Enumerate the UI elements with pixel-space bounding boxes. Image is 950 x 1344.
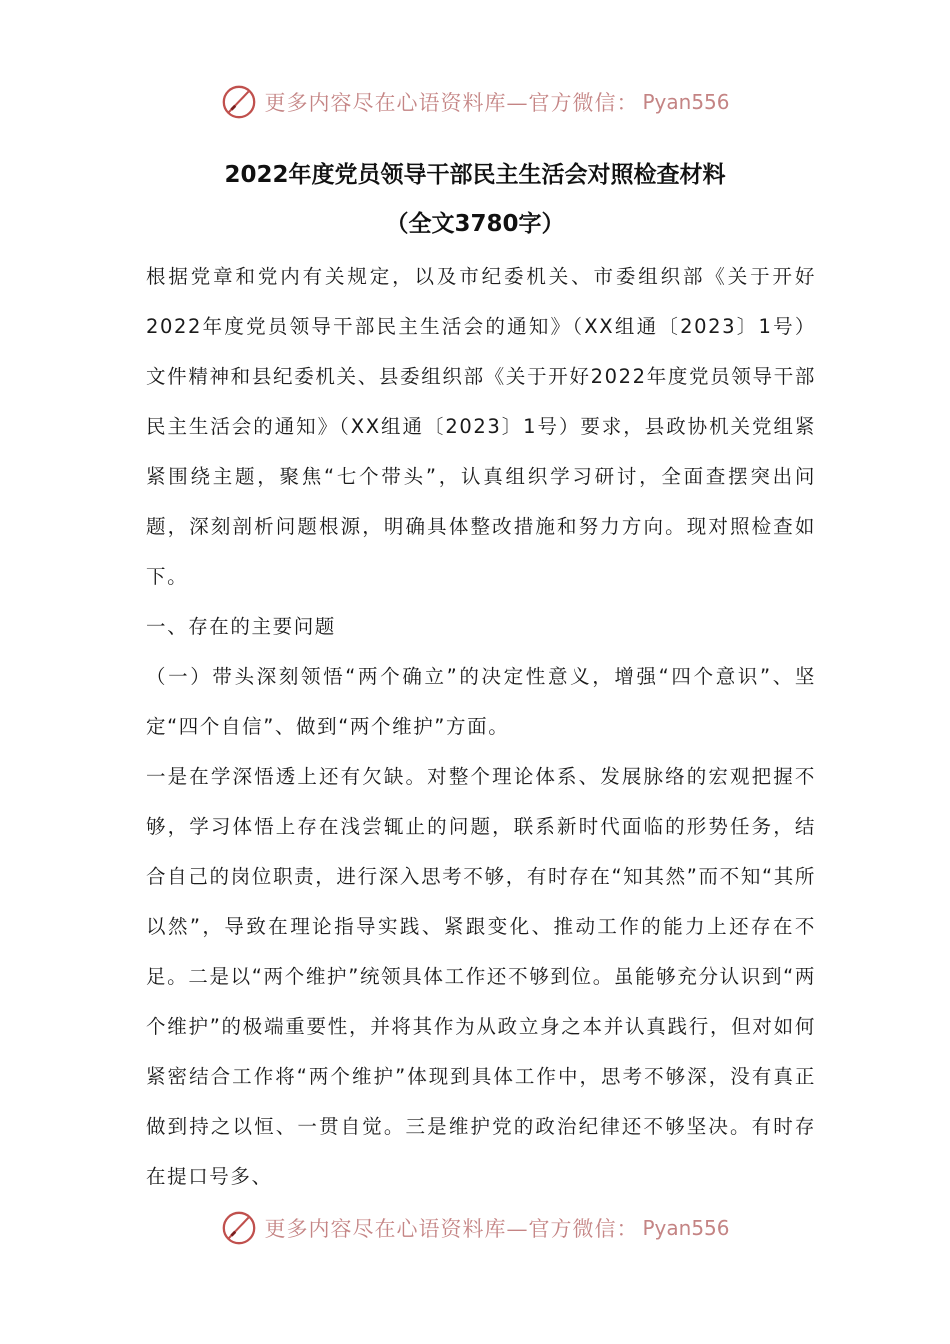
watermark-footer	[0, 1206, 950, 1250]
subsection-heading: （一）带头深刻领悟“两个确立”的决定性意义，增强“四个意识”、坚定“四个自信”、做到“两个维护”方面。	[146, 665, 816, 738]
document-title: 2022年度党员领导干部民主生活会对照检查材料	[224, 162, 726, 188]
watermark-handle: Pyan556	[642, 90, 730, 114]
watermark-header	[0, 80, 950, 124]
quill-logo-icon	[220, 1209, 258, 1247]
quill-logo-icon	[220, 83, 258, 121]
section-heading: 一、存在的主要问题	[146, 615, 336, 638]
paragraph-intro: 根据党章和党内有关规定，以及市纪委机关、市委组织部《关于开好2022年度党员领导干部民主生活会的通知》（XX组通〔2023〕1号）文件精神和县纪委机关、县委组织部《关于开好2022年度党员领导干部民主生活会的通知》（XX组通〔2023〕1号）要求，县政协机关党组紧紧围绕主题，聚焦“七个带头”，认真组织学习研讨，全面查摆突出问题，深刻剖析问题根源，明确具体整改措施和努力方向。现对照检查如下。	[146, 265, 816, 588]
document-body	[146, 252, 816, 1202]
watermark-text: 更多内容尽在心语资料库—官方微信：	[264, 1217, 639, 1241]
watermark-handle: Pyan556	[642, 1216, 730, 1240]
paragraph-body: 一是在学深悟透上还有欠缺。对整个理论体系、发展脉络的宏观把握不够，学习体悟上存在浅尝辄止的问题，联系新时代面临的形势任务，结合自己的岗位职责，进行深入思考不够，有时存在“知其然”而不知“其所以然”，导致在理论指导实践、紧跟变化、推动工作的能力上还存在不足。二是以“两个维护”统领具体工作还不够到位。虽能够充分认识到“两个维护”的极端重要性，并将其作为从政立身之本并认真践行，但对如何紧密结合工作将“两个维护”体现到具体工作中，思考不够深，没有真正做到持之以恒、一贯自觉。三是维护党的政治纪律还不够坚决。有时存在提口号多、	[146, 765, 816, 1188]
document-subtitle: （全文3780字）	[385, 211, 565, 237]
watermark-text: 更多内容尽在心语资料库—官方微信：	[264, 91, 639, 115]
